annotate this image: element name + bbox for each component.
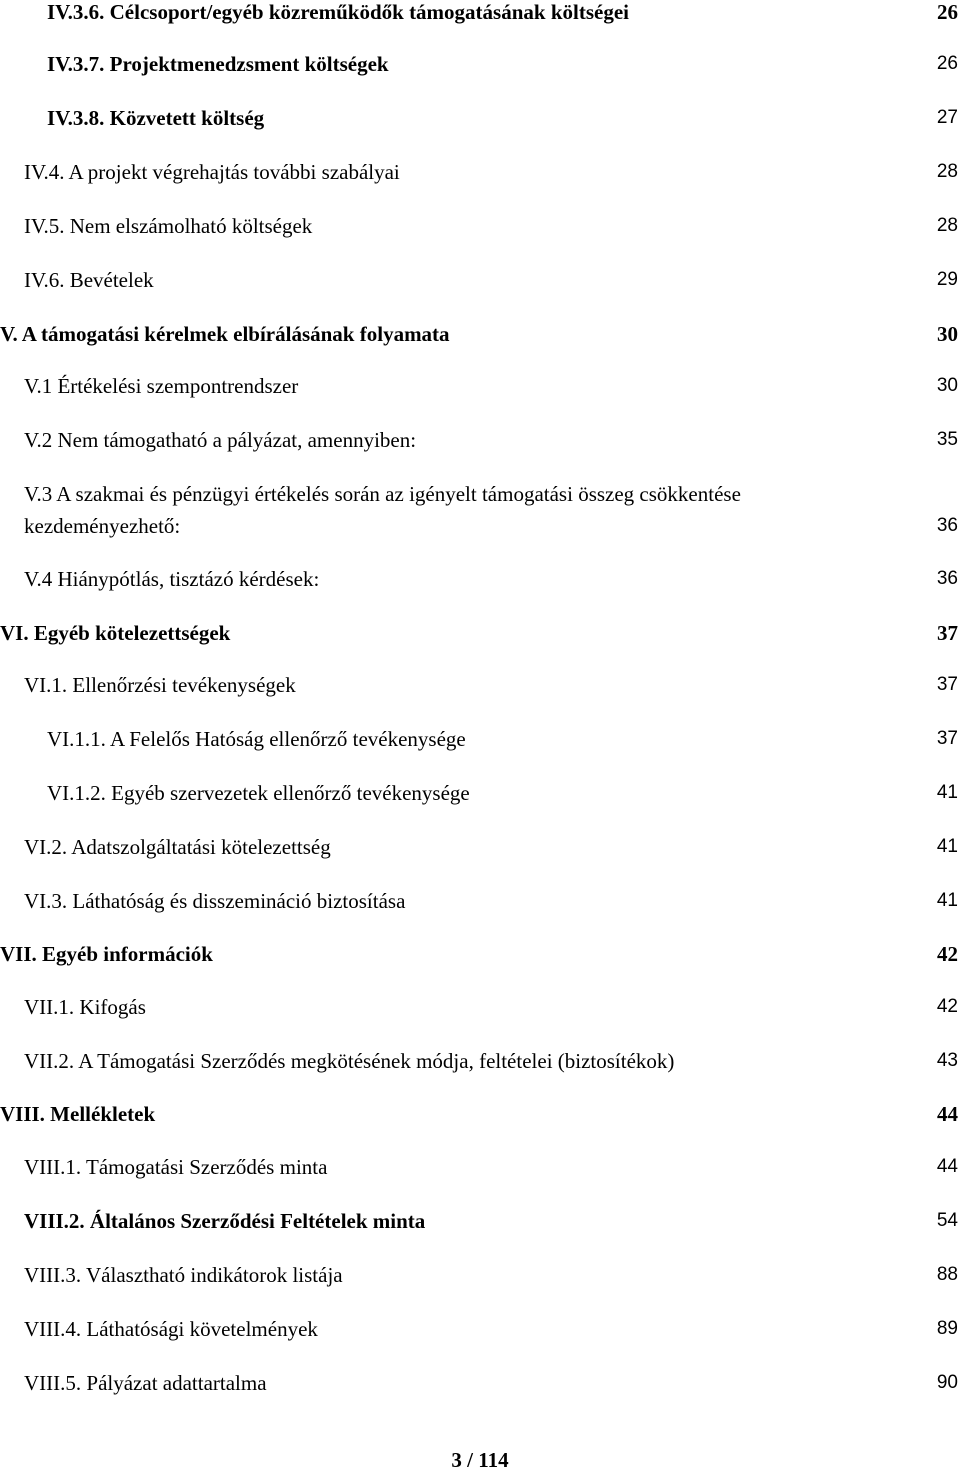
toc-entry[interactable] (0, 831, 960, 863)
toc-entry-label: VIII.4. Láthatósági követelmények (24, 1317, 318, 1341)
toc-entry[interactable] (0, 318, 960, 350)
toc-entry[interactable] (0, 938, 960, 970)
toc-entry[interactable] (0, 1313, 960, 1345)
toc-entry-label: IV.5. Nem elszámolható költségek (24, 214, 313, 238)
toc-entry[interactable] (0, 1205, 960, 1237)
toc-entry[interactable] (0, 210, 960, 242)
toc-entry-page: 35 (936, 429, 958, 450)
page-number: 3 / 114 (451, 1448, 509, 1472)
toc-entry-page: 42 (937, 942, 958, 966)
toc-entry-label: IV.3.6. Célcsoport/egyéb közreműködők támogatásának költségei (47, 0, 629, 24)
toc-entry-page: 88 (936, 1264, 958, 1285)
toc-entry[interactable] (0, 424, 960, 456)
toc-entry-label: VIII.5. Pályázat adattartalma (24, 1371, 267, 1395)
toc-entry-page: 36 (936, 515, 958, 536)
toc-entry[interactable] (0, 48, 960, 80)
toc-entry-page: 30 (936, 375, 958, 396)
toc-entry-page: 27 (936, 107, 958, 128)
toc-entry-label: VI.3. Láthatóság és disszemináció biztosítása (24, 889, 406, 913)
toc-entry[interactable] (0, 1151, 960, 1183)
toc-entry[interactable] (0, 156, 960, 188)
toc-entry-page: 30 (937, 322, 958, 346)
toc-entry-page: 37 (937, 621, 958, 645)
toc-entry[interactable] (0, 885, 960, 917)
toc-entry-label: V.3 A szakmai és pénzügyi értékelés során az igényelt támogatási összeg csökkentése kezdeményezhető: (24, 482, 741, 538)
toc-entry-page: 41 (936, 836, 958, 857)
toc-entry-label: VIII.3. Választható indikátorok listája (24, 1263, 343, 1287)
toc-entry-page: 89 (936, 1318, 958, 1339)
toc-entry-page: 37 (936, 728, 958, 749)
toc-entry[interactable] (0, 478, 960, 542)
toc-entry-page: 36 (936, 568, 958, 589)
toc-entry-page: 43 (936, 1050, 958, 1071)
toc-entry-page: 44 (936, 1156, 958, 1177)
toc-entry[interactable] (0, 991, 960, 1023)
toc-entry-label: VI.2. Adatszolgáltatási kötelezettség (24, 835, 331, 859)
toc-entry-page: 44 (937, 1102, 958, 1126)
toc-entry-label: V.4 Hiánypótlás, tisztázó kérdések: (24, 567, 320, 591)
toc-entry-page: 41 (936, 890, 958, 911)
toc-entry[interactable] (0, 0, 960, 28)
toc-entry-page: 28 (936, 215, 958, 236)
toc-entry-label: VI.1.1. A Felelős Hatóság ellenőrző tevékenysége (47, 727, 466, 751)
toc-entry-label: VII.2. A Támogatási Szerződés megkötésének módja, feltételei (biztosítékok) (24, 1049, 675, 1073)
toc-entry-page: 37 (936, 674, 958, 695)
toc-entry-label: IV.3.7. Projektmenedzsment költségek (47, 52, 389, 76)
toc-entry-label: V.1 Értékelési szempontrendszer (24, 374, 299, 398)
toc-entry[interactable] (0, 370, 960, 402)
toc-entry[interactable] (0, 723, 960, 755)
toc-entry[interactable] (0, 1259, 960, 1291)
toc-entry-label: VII. Egyéb információk (0, 942, 213, 966)
toc-entry[interactable] (0, 617, 960, 649)
toc-entry[interactable] (0, 264, 960, 296)
toc-entry-label: VI.1. Ellenőrzési tevékenységek (24, 673, 296, 697)
toc-entry[interactable] (0, 669, 960, 701)
toc-entry[interactable] (0, 1367, 960, 1399)
toc-entry-label: VIII. Mellékletek (0, 1102, 156, 1126)
toc-entry-label: VIII.2. Általános Szerződési Feltételek minta (24, 1209, 426, 1233)
toc-entry-page: 26 (937, 0, 958, 24)
toc-entry-page: 28 (936, 161, 958, 182)
toc-entry-page: 42 (936, 996, 958, 1017)
toc-entry-label: IV.4. A projekt végrehajtás további szabályai (24, 160, 400, 184)
toc-entry-label: V.2 Nem támogatható a pályázat, amennyiben: (24, 428, 417, 452)
toc-entry-page: 29 (936, 269, 958, 290)
toc-entry-page: 26 (936, 53, 958, 74)
toc-entry-label: VII.1. Kifogás (24, 995, 146, 1019)
toc-entry-label: VI. Egyéb kötelezettségek (0, 621, 231, 645)
toc-entry-label: VI.1.2. Egyéb szervezetek ellenőrző tevékenysége (47, 781, 470, 805)
toc-entry[interactable] (0, 102, 960, 134)
toc-entry-label: IV.6. Bevételek (24, 268, 154, 292)
toc-entry-label: V. A támogatási kérelmek elbírálásának folyamata (0, 322, 450, 346)
toc-entry-label: IV.3.8. Közvetett költség (47, 106, 265, 130)
toc-entry-page: 90 (936, 1372, 958, 1393)
toc-entry-page: 54 (936, 1210, 958, 1231)
toc-entry[interactable] (0, 777, 960, 809)
toc-entry[interactable] (0, 1045, 960, 1077)
toc-entry[interactable] (0, 1098, 960, 1130)
toc-entry[interactable] (0, 563, 960, 595)
toc-entry-label: VIII.1. Támogatási Szerződés minta (24, 1155, 328, 1179)
toc-entry-page: 41 (936, 782, 958, 803)
